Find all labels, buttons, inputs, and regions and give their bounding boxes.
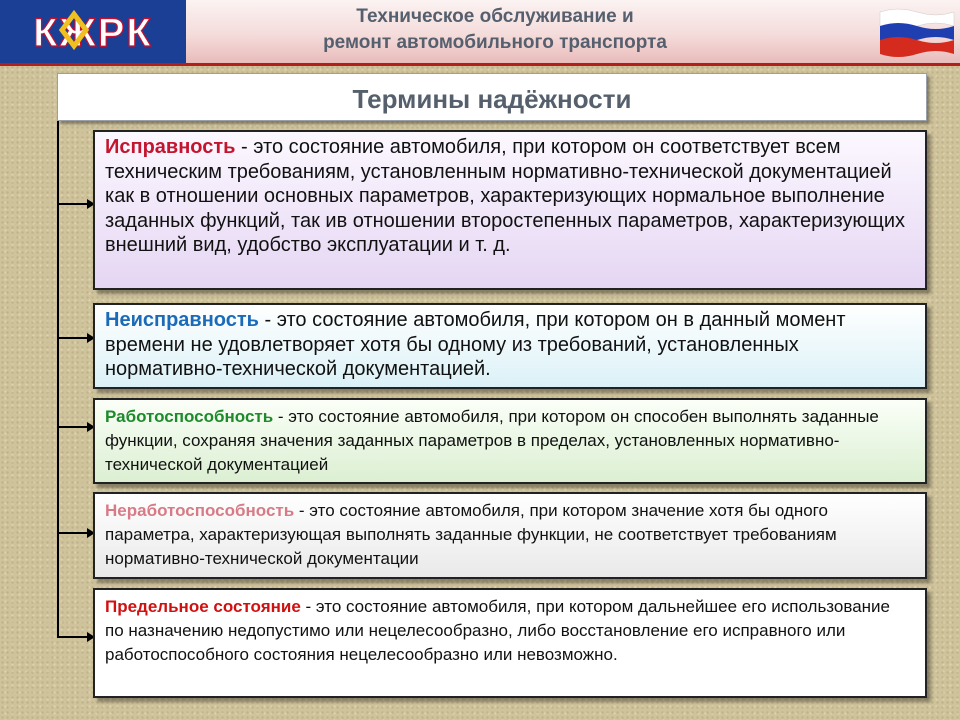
term-card-operability	[93, 398, 927, 484]
college-logo	[0, 0, 186, 63]
arrow-icon	[57, 203, 93, 205]
term-card-limit-state	[93, 588, 927, 698]
term-definition: - это состояние автомобиля, при котором он способен выполнять заданные функции, сохраняя значения заданных параметров в пределах, установленных нормативно-технической документацией	[105, 407, 879, 474]
arrow-icon	[57, 636, 93, 638]
course-title-line-1: Техническое обслуживание и	[356, 6, 634, 27]
term-name: Неисправность	[105, 309, 259, 331]
term-card-inoperability	[93, 492, 927, 579]
term-definition: - это состояние автомобиля, при котором он в данный момент времени не удовлетворяет хотя бы одному из требований, установленных нормативно-технической документацией.	[105, 309, 846, 380]
course-title	[230, 4, 760, 56]
connector-line	[57, 121, 59, 637]
slide-header	[0, 0, 960, 66]
term-card-serviceability	[93, 130, 927, 290]
term-card-malfunction	[93, 303, 927, 389]
logo-emblem-icon	[0, 0, 186, 63]
course-title-line-2: ремонт автомобильного транспорта	[323, 32, 667, 53]
term-name: Предельное состояние	[105, 597, 301, 616]
term-definition: - это состояние автомобиля, при котором он соответствует всем техническим требованиям, установленным нормативно-технической документацией как в отношении основных параметров, характеризующих нормальное выполнение заданных функций, так ив отношении второстепенных параметров, характеризующих внешний вид, удобство эксплуатации и т. д.	[105, 136, 906, 256]
term-name: Неработоспособность	[105, 501, 295, 520]
term-definition: - это состояние автомобиля, при котором значение хотя бы одного параметра, характеризующая выполнять заданные функции, не соответствует требованиям нормативно-технической документации	[105, 501, 837, 568]
russian-flag-icon	[878, 6, 956, 58]
term-name: Работоспособность	[105, 407, 274, 426]
term-definition: - это состояние автомобиля, при котором дальнейшее его использование по назначению недопустимо или нецелесообразно, либо восстановление его исправного или работоспособного состояния нецелесообразно или невозможно.	[105, 597, 890, 664]
logo-text: КЖРК	[33, 11, 153, 55]
arrow-icon	[57, 426, 93, 428]
section-title: Термины надёжности	[57, 73, 927, 121]
arrow-icon	[57, 532, 93, 534]
arrow-icon	[57, 337, 93, 339]
term-name: Исправность	[105, 136, 236, 158]
